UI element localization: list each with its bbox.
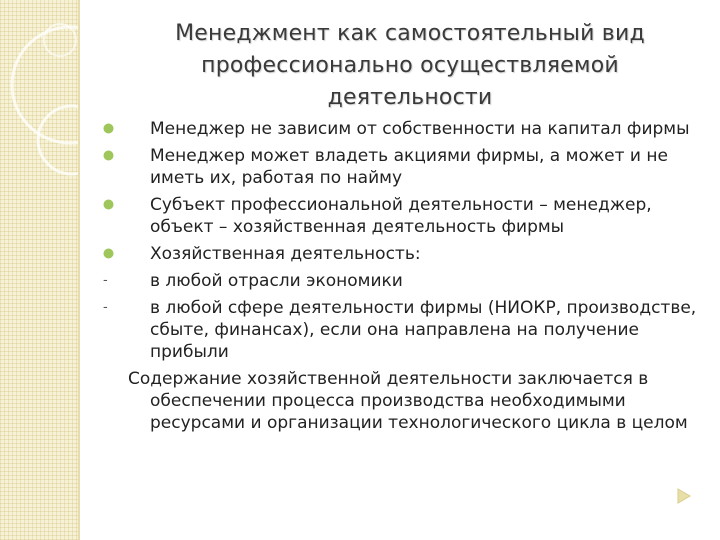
bullet-item bbox=[128, 243, 698, 265]
closing-paragraph: Содержание хозяйственной деятельности заключается в обеспечении процесса производства необходимыми ресурсами и организации технологического цикла в целом bbox=[128, 369, 688, 433]
slide-body bbox=[103, 118, 698, 434]
bullet-text: Субъект профессиональной деятельности – менеджер, объект – хозяйственная деятельность фирмы bbox=[150, 195, 652, 237]
bullet-item bbox=[128, 145, 698, 189]
dash-marker: - bbox=[103, 273, 108, 288]
dash-item bbox=[103, 297, 698, 363]
green-dot-icon bbox=[103, 199, 114, 210]
decorative-sidebar bbox=[0, 0, 80, 540]
dash-text: в любой сфере деятельности фирмы (НИОКР, производстве, сбыте, финансах), если она направлена на получение прибыли bbox=[150, 298, 697, 362]
green-dot-icon bbox=[103, 150, 114, 161]
green-dot-icon bbox=[103, 123, 114, 134]
dash-text: в любой отрасли экономики bbox=[150, 271, 403, 291]
triangle-icon bbox=[676, 488, 692, 504]
bullet-text: Хозяйственная деятельность: bbox=[150, 244, 421, 264]
slide-title: Менеджмент как самостоятельный вид профессионально осуществляемой деятельности bbox=[175, 21, 645, 110]
sidebar-edge bbox=[78, 0, 80, 540]
bullet-text: Менеджер может владеть акциями фирмы, а может и не иметь их, работая по найму bbox=[150, 146, 668, 188]
bullet-item bbox=[128, 194, 698, 238]
bullet-text: Менеджер не зависим от собственности на капитал фирмы bbox=[150, 119, 690, 139]
dash-marker: - bbox=[103, 300, 108, 315]
green-dot-icon bbox=[103, 248, 114, 259]
decorative-circles bbox=[0, 0, 80, 540]
dash-item bbox=[103, 270, 698, 292]
bullet-item bbox=[128, 118, 698, 140]
